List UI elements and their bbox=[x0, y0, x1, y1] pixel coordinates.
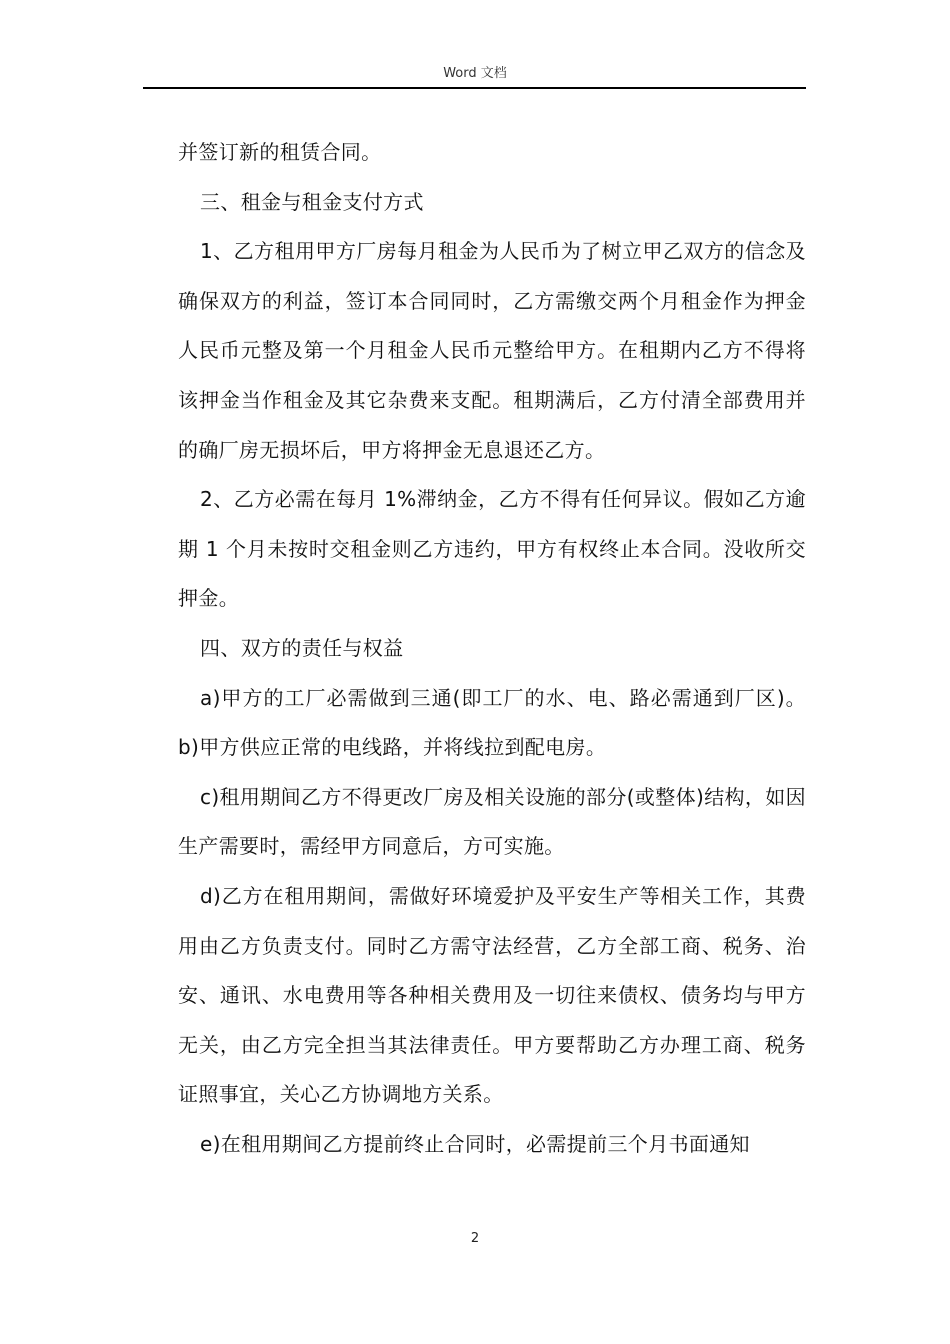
section-heading-responsibilities: 四、双方的责任与权益 bbox=[200, 635, 404, 660]
paragraph-late-fee: 2、乙方必需在每月 1%滞纳金，乙方不得有任何异议。假如乙方逾期 1 个月未按时交租金则乙方违约，甲方有权终止本合同。没收所交押金。 bbox=[178, 487, 806, 611]
paragraph-rent-deposit: 1、乙方租用甲方厂房每月租金为人民币为了树立甲乙双方的信念及确保双方的利益，签订本合同同时，乙方需缴交两个月租金作为押金人民币元整及第一个月租金人民币元整给甲方。在租期内乙方不得将该押金当作租金及其它杂费来支配。租期满后，乙方付清全部费用并的确厂房无损坏后，甲方将押金无息退还乙方。 bbox=[178, 239, 806, 462]
section-heading-rent-payment: 三、租金与租金支付方式 bbox=[200, 189, 424, 214]
paragraph-item-c: c)租用期间乙方不得更改厂房及相关设施的部分(或整体)结构，如因生产需要时，需经甲方同意后，方可实施。 bbox=[178, 784, 806, 859]
paragraph-continuation: 并签订新的租赁合同。 bbox=[178, 140, 382, 164]
document-body bbox=[178, 128, 806, 1169]
page-number: 2 bbox=[470, 1231, 480, 1246]
paragraph-item-a-b: a)甲方的工厂必需做到三通(即工厂的水、电、路必需通到厂区)。b)甲方供应正常的电线路，并将线拉到配电房。 bbox=[178, 685, 806, 760]
page-header: Word 文档 bbox=[443, 66, 507, 81]
paragraph-item-e: e)在租用期间乙方提前终止合同时，必需提前三个月书面通知 bbox=[200, 1131, 750, 1156]
header-divider bbox=[143, 87, 806, 89]
paragraph-item-d: d)乙方在租用期间，需做好环境爱护及平安生产等相关工作，其费用由乙方负责支付。同时乙方需守法经营，乙方全部工商、税务、治安、通讯、水电费用等各种相关费用及一切往来债权、债务均与甲方无关，由乙方完全担当其法律责任。甲方要帮助乙方办理工商、税务证照事宜，关心乙方协调地方关系。 bbox=[178, 883, 806, 1107]
